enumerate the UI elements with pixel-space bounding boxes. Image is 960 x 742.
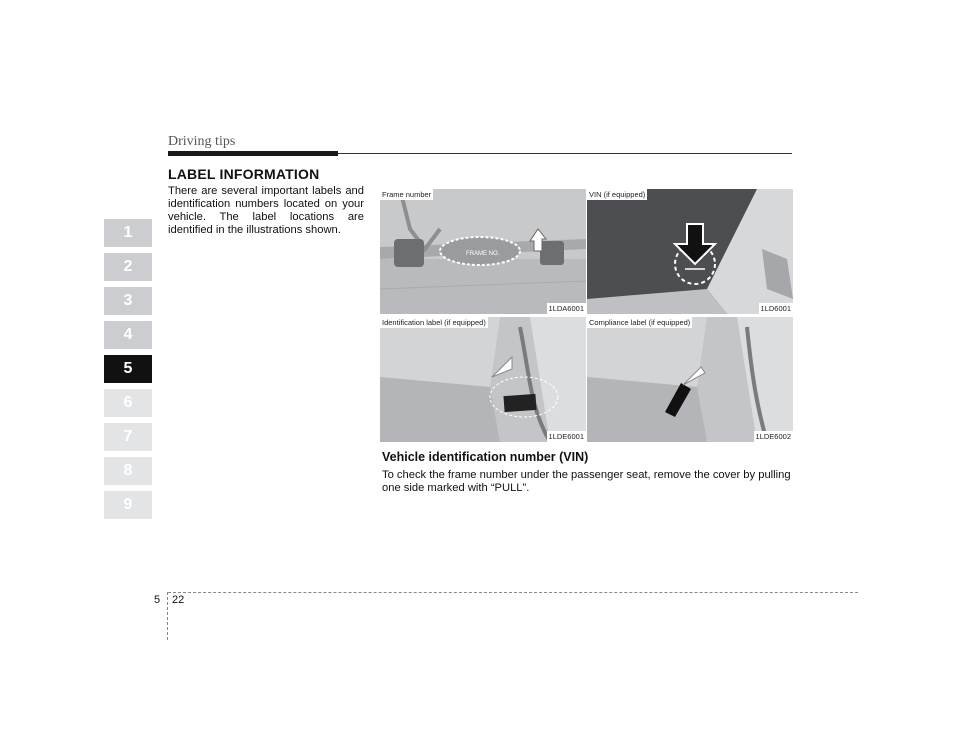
chapter-tab-1[interactable] <box>104 219 152 247</box>
chapter-tab-7[interactable] <box>104 423 152 451</box>
chapter-tab-label: 5 <box>123 360 133 377</box>
vin-illustration <box>587 189 793 314</box>
photo-caption: Identification label (if equipped) <box>382 318 486 327</box>
vin-paragraph: To check the frame number under the passenger seat, remove the cover by pulling one side marked with “PULL”. <box>382 469 791 494</box>
header-title: Driving tips <box>168 134 236 149</box>
photo-code: 1LDA6001 <box>548 304 584 313</box>
compliance-label-illustration <box>587 317 793 442</box>
photo-caption: VIN (if equipped) <box>589 190 646 199</box>
vin-photo <box>587 189 793 314</box>
chapter-tab-label: 7 <box>123 428 133 445</box>
photo-code: 1LDE6001 <box>548 432 584 441</box>
intro-paragraph: There are several important labels and identification numbers located on your vehicle. The label locations are identified in the illustrations shown. <box>168 185 364 236</box>
chapter-tab-label: 9 <box>123 496 133 513</box>
chapter-tab-2[interactable] <box>104 253 152 281</box>
header-rule <box>338 153 792 154</box>
chapter-tab-3[interactable] <box>104 287 152 315</box>
page-number: 22 <box>172 594 185 606</box>
section-title: LABEL INFORMATION <box>168 166 320 182</box>
compliance-label-photo <box>587 317 793 442</box>
chapter-tab-label: 1 <box>123 224 133 241</box>
page-chapter-number: 5 <box>154 594 161 606</box>
chapter-tab-label: 2 <box>123 258 133 275</box>
chapter-tab-4[interactable] <box>104 321 152 349</box>
chapter-tab-label: 8 <box>123 462 133 479</box>
identification-label-photo <box>380 317 586 442</box>
chapter-tab-9[interactable] <box>104 491 152 519</box>
footer-rule <box>168 592 858 593</box>
photo-caption: Compliance label (if equipped) <box>589 318 691 327</box>
chapter-tab-label: 4 <box>123 326 133 343</box>
chapter-tab-6[interactable] <box>104 389 152 417</box>
header-bar <box>168 151 338 156</box>
chapter-tab-8[interactable] <box>104 457 152 485</box>
chapter-tab-5-active[interactable] <box>104 355 152 383</box>
frame-tag-text: FRAME NO. <box>466 251 500 257</box>
frame-number-photo <box>380 189 586 314</box>
identification-label-illustration <box>380 317 586 442</box>
photo-caption: Frame number <box>382 190 432 199</box>
footer-divider <box>167 592 168 640</box>
photo-code: 1LDE6002 <box>755 432 791 441</box>
frame-number-illustration <box>380 189 586 314</box>
chapter-tab-label: 3 <box>123 292 133 309</box>
vin-heading: Vehicle identification number (VIN) <box>382 450 589 464</box>
photo-code: 1LD6001 <box>760 304 791 313</box>
chapter-tab-label: 6 <box>123 394 133 411</box>
